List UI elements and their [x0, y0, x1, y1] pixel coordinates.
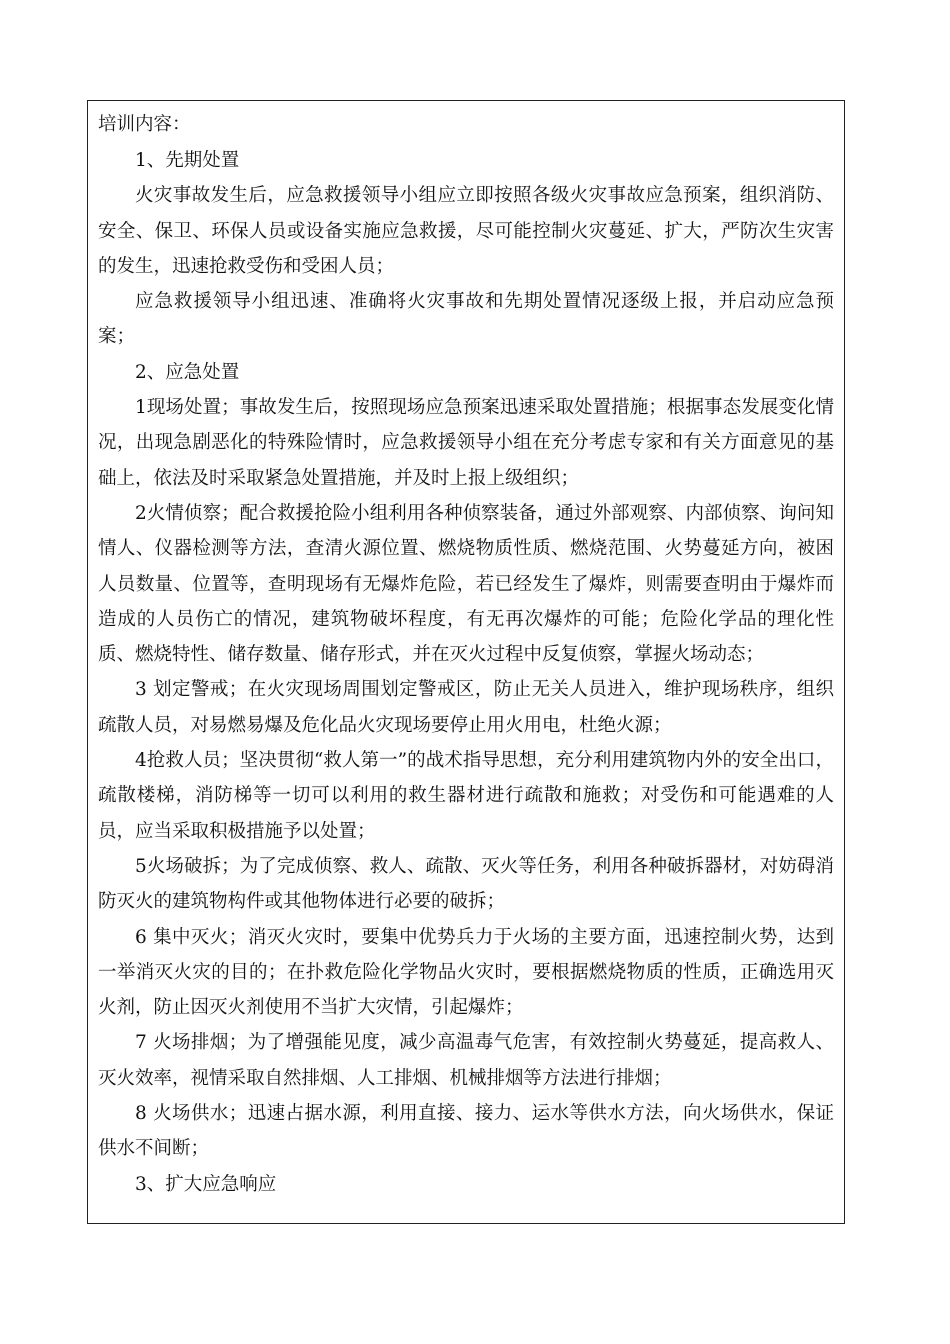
paragraph-smoke-exhaust: 7 火场排烟；为了增强能见度，减少高温毒气危害，有效控制火势蔓延，提高救人、灭火效率，视情采取自然排烟、人工排烟、机械排烟等方法进行排烟；: [98, 1032, 834, 1089]
section-title-initial-response: 1、先期处置: [135, 150, 240, 171]
training-content-box: [87, 100, 845, 1224]
paragraph-onsite-handling: 1现场处置；事故发生后，按照现场应急预案迅速采取处置措施；根据事态发展变化情况，出现急剧恶化的特殊险情时，应急救援领导小组在充分考虑专家和有关方面意见的基础上，依法及时采取紧急处置措施，并及时上报上级组织；: [98, 397, 834, 489]
paragraph-rescue-people: 4抢救人员；坚决贯彻“救人第一”的战术指导思想，充分利用建筑物内外的安全出口，疏散楼梯，消防梯等一切可以利用的救生器材进行疏散和施救；对受伤和可能遇难的人员，应当采取积极措施予以处置；: [98, 750, 834, 842]
paragraph-initial-rescue: 火灾事故发生后，应急救援领导小组应立即按照各级火灾事故应急预案，组织消防、安全、保卫、环保人员或设备实施应急救援，尽可能控制火灾蔓延、扩大，严防次生灾害的发生，迅速抢救受伤和受困人员；: [98, 185, 834, 277]
paragraph-cordon: 3 划定警戒；在火灾现场周围划定警戒区，防止无关人员进入，维护现场秩序，组织疏散人员，对易燃易爆及危化品火灾现场要停止用火用电，杜绝火源；: [98, 679, 834, 736]
section-title-expanded-response: 3、扩大应急响应: [135, 1173, 277, 1195]
paragraph-report-upward: 应急救援领导小组迅速、准确将火灾事故和先期处置情况逐级上报，并启动应急预案；: [98, 291, 834, 348]
paragraph-concentrated-extinguishing: 6 集中灭火；消灭火灾时，要集中优势兵力于火场的主要方面，迅速控制火势，达到一举消灭火灾的目的；在扑救危险化学物品火灾时，要根据燃烧物质的性质，正确选用灭火剂，防止因灭火剂使用不当扩大灾情，引起爆炸；: [98, 926, 834, 1019]
paragraph-water-supply: 8 火场供水；迅速占据水源，利用直接、接力、运水等供水方法，向火场供水，保证供水不间断；: [98, 1103, 834, 1160]
training-content-heading: 培训内容：: [98, 114, 191, 135]
paragraph-demolition: 5火场破拆；为了完成侦察、救人、疏散、灭火等任务，利用各种破拆器材，对妨碍消防灭火的建筑物构件或其他物体进行必要的破拆；: [98, 855, 834, 913]
paragraph-fire-reconnaissance: 2火情侦察；配合救援抢险小组利用各种侦察装备，通过外部观察、内部侦察、询问知情人、仪器检测等方法，查清火源位置、燃烧物质性质、燃烧范围、火势蔓延方向，被困人员数量、位置等，查明现场有无爆炸危险，若已经发生了爆炸，则需要查明由于爆炸而造成的人员伤亡的情况，建筑物破坏程度，有无再次爆炸的可能；危险化学品的理化性质、燃烧特性、储存数量、储存形式，并在灭火过程中反复侦察，掌握火场动态；: [98, 502, 834, 666]
section-title-emergency-handling: 2、应急处置: [135, 361, 240, 383]
